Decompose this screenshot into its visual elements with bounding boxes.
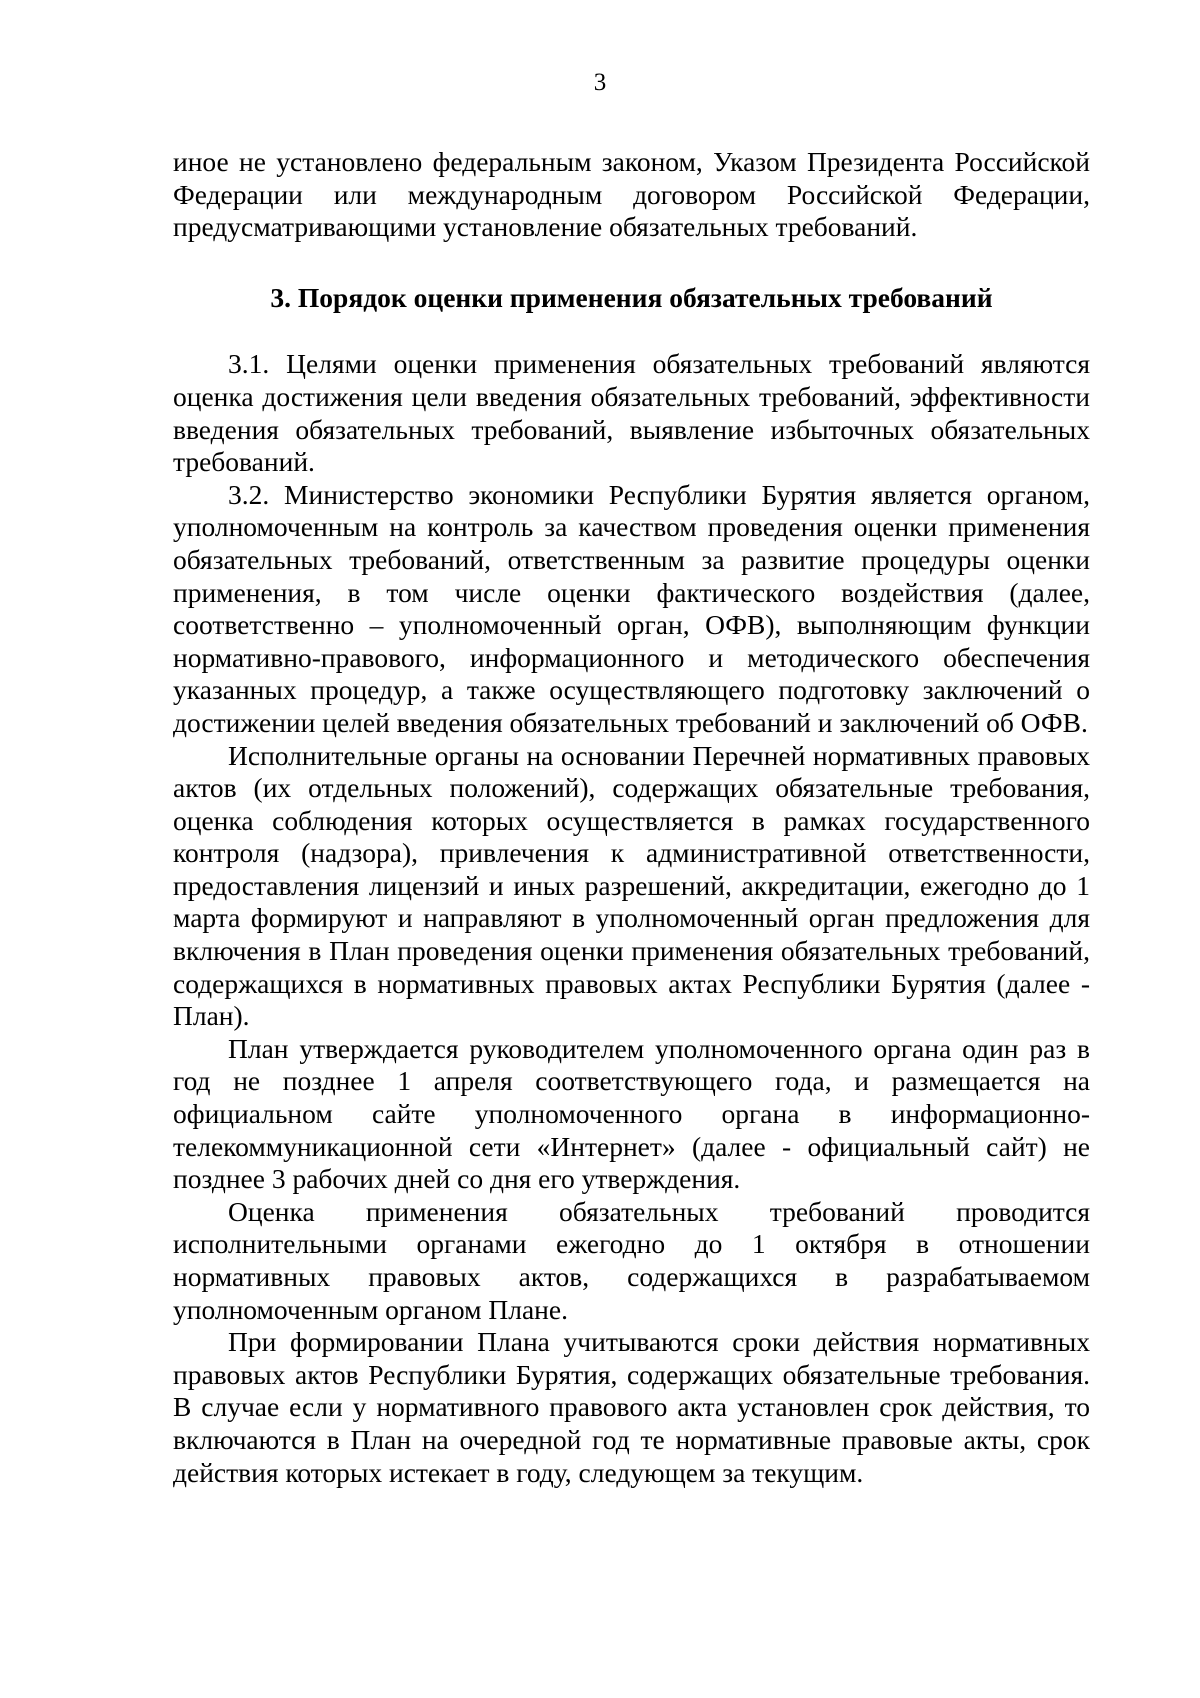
section-heading: 3. Порядок оценки применения обязательных требований (270, 281, 993, 313)
paragraph-plan-formation: При формировании Плана учитываются сроки действия нормативных правовых актов Республики Бурятия, содержащих обязательные требования. В случае если у нормативного правового акта установлен срок действия, то включаются в План на очередной год те нормативные правовые акты, срок действия которых истекает в году, следующем за текущим. (173, 1326, 1090, 1488)
paragraph-3-2: 3.2. Министерство экономики Республики Бурятия является органом, уполномоченным на контроль за качеством проведения оценки применения обязательных требований, ответственным за развитие процедуры оценки применения, в том числе оценки фактического воздействия (далее, соответственно – уполномоченный орган, ОФВ), выполняющим функции нормативно-правового, информационного и методического обеспечения указанных процедур, а также осуществляющего подготовку заключений о достижении целей введения обязательных требований и заключений об ОФВ. (173, 478, 1090, 738)
document-body (173, 146, 1090, 1489)
paragraph-assessment-deadline: Оценка применения обязательных требований проводится исполнительными органами ежегодно до 1 октября в отношении нормативных правовых актов, содержащихся в разрабатываемом уполномоченным органом Плане. (173, 1195, 1090, 1325)
page-number: 3 (593, 69, 607, 96)
paragraph-plan-approval: План утверждается руководителем уполномоченного органа один раз в год не позднее 1 апреля соответствующего года, и размещается на официальном сайте уполномоченного органа в информационно-телекоммуникационной сети «Интернет» (далее - официальный сайт) не позднее 3 рабочих дней со дня его утверждения. (173, 1032, 1090, 1195)
intro-paragraph: иное не установлено федеральным законом, Указом Президента Российской Федерации или международным договором Российской Федерации, предусматривающими установление обязательных требований. (173, 146, 1090, 243)
paragraph-executive-bodies: Исполнительные органы на основании Перечней нормативных правовых актов (их отдельных положений), содержащих обязательные требования, оценка соблюдения которых осуществляется в рамках государственного контроля (надзора), привлечения к административной ответственности, предоставления лицензий и иных разрешений, аккредитации, ежегодно до 1 марта формируют и направляют в уполномоченный орган предложения для включения в План проведения оценки применения обязательных требований, содержащихся в нормативных правовых актах Республики Бурятия (далее - План). (173, 739, 1090, 1032)
paragraph-3-1: 3.1. Целями оценки применения обязательных требований являются оценка достижения цели введения обязательных требований, эффективности введения обязательных требований, выявление избыточных обязательных требований. (173, 348, 1090, 478)
